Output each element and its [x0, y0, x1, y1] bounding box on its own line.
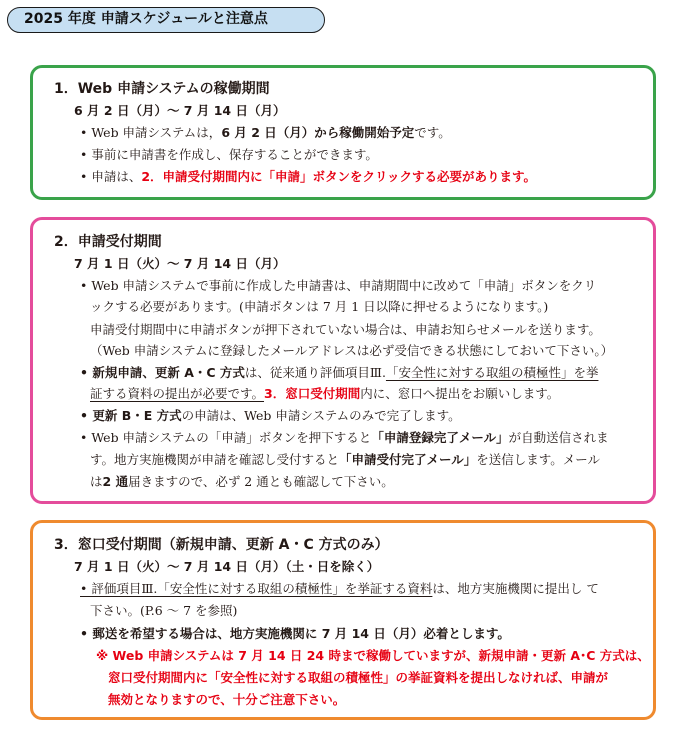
section3-para1-line2: 下さい。(P.6 〜 7 を参照): [90, 603, 238, 618]
section1-bullet-1: • Web 申請システムは，6 月 2 日（月）から稼働開始予定です。: [80, 125, 451, 140]
section1-heading: 1．Web 申請システムの稼働期間: [54, 81, 270, 97]
section2-para2-line1: • 新規申請、更新 A・C 方式は、従来通り評価項目Ⅲ.「安全性に対する取組の積極性」を挙: [80, 365, 599, 380]
section2-para3: • 更新 B・E 方式の申請は、Web 申請システムのみで完了します。: [80, 408, 461, 423]
section3-note-line1: ※ Web 申請システムは 7 月 14 日 24 時まで稼働していますが、新規申請・更新 A･C 方式は、: [96, 648, 650, 663]
section3-para1-line1: • 評価項目Ⅲ.「安全性に対する取組の積極性」を挙証する資料は、地方実施機関に提出し て: [80, 581, 599, 596]
section2-dates: 7 月 1 日（火）〜 7 月 14 日（月）: [74, 256, 286, 271]
section2-para4-line3: は2 通届きますので、必ず 2 通とも確認して下さい。: [90, 474, 394, 489]
page-title: 2025 年度 申請スケジュールと注意点: [7, 7, 325, 33]
section1-bullet-2: • 事前に申請書を作成し、保存することができます。: [80, 147, 378, 162]
section1-bullet-3: • 申請は、2．申請受付期間内に「申請」ボタンをクリックする必要があります。: [80, 169, 537, 184]
section2-para2-line2: 証する資料の提出が必要です。3．窓口受付期間内に、窓口へ提出をお願いします。: [90, 386, 560, 401]
section2-para4-line2: す。地方実施機関が申請を確認し受付すると「申請受付完了メール」を送信します。メール: [90, 452, 601, 467]
section2-para1-line4: （Web 申請システムに登録したメールアドレスは必ず受信できる状態にしておいて下さい。）: [90, 343, 614, 358]
section3-note-line3: 無効となりますので、十分ご注意下さい。: [108, 692, 346, 707]
section2-para1-line1: • Web 申請システムで事前に作成した申請書は、申請期間中に改めて「申請」ボタンをクリ: [80, 278, 597, 293]
section3-para2: • 郵送を希望する場合は、地方実施機関に 7 月 14 日（月）必着とします。: [80, 626, 510, 641]
section2-para1-line2: ックする必要があります。(申請ボタンは 7 月 1 日以降に押せるようになります。): [90, 299, 549, 314]
section3-heading: 3．窓口受付期間（新規申請、更新 A・C 方式のみ）: [54, 537, 389, 553]
section3-dates: 7 月 1 日（火）〜 7 月 14 日（月）（土・日を除く）: [74, 559, 380, 574]
section1-dates: 6 月 2 日（月）〜 7 月 14 日（月）: [74, 103, 286, 118]
section2-para1-line3: 申請受付期間中に申請ボタンが押下されていない場合は、申請お知らせメールを送ります。: [90, 322, 601, 337]
section2-heading: 2．申請受付期間: [54, 234, 162, 250]
section2-para4-line1: • Web 申請システムの「申請」ボタンを押下すると「申請登録完了メール」が自動送信されま: [80, 430, 609, 445]
section3-note-line2: 窓口受付期間内に「安全性に対する取組の積極性」の挙証資料を提出しなければ、申請が: [108, 670, 609, 685]
